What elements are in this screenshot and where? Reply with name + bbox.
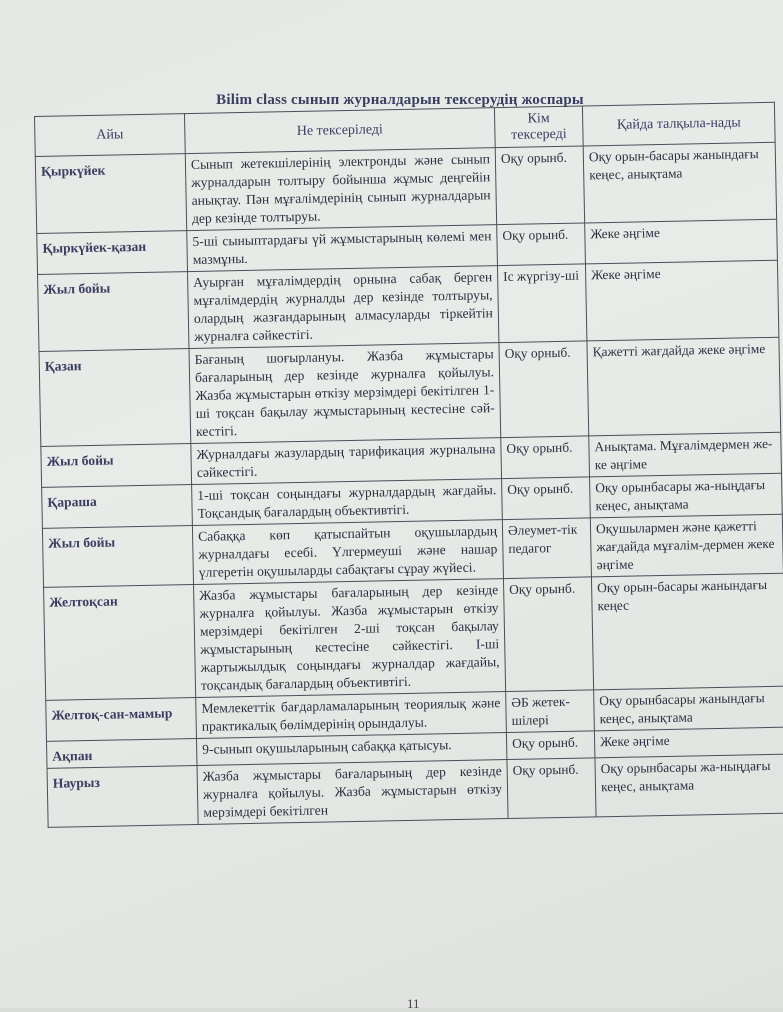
row-where: Анықтама. Мұғалімдермен же-ке әңгіме xyxy=(589,432,782,477)
row-who: Оқу орныб. xyxy=(499,341,589,438)
row-month: Желтоқсан xyxy=(44,585,196,701)
plan-table xyxy=(34,102,783,828)
row-month: Наурыз xyxy=(47,765,198,827)
row-what: Мемлекеттік бағдарламаларының теориялық және практикалық бөлімдерінің орындалуы. xyxy=(196,692,507,739)
row-where: Жеке әңгіме xyxy=(585,219,778,264)
row-who: ӘБ жетек-шілері xyxy=(506,690,595,733)
row-who: Оқу орынб. xyxy=(507,758,596,819)
row-month: Жыл бойы xyxy=(38,272,189,352)
table-row xyxy=(44,573,783,700)
header-what: Не тексеріледі xyxy=(184,108,495,154)
row-where: Оқу орынбасары жа-ныңдағы кеңес, анықтама xyxy=(590,473,783,518)
table-row xyxy=(38,260,779,351)
row-what: Ауырған мұғалімдердің орнына сабақ берген мұғалімдердің журналды дер кезінде толтыруы, олардың жазғандарының алмасуларды тіркейтін журналға сәйкестігі. xyxy=(188,266,499,349)
row-where: Жеке әңгіме xyxy=(585,260,778,341)
plan-table-wrapper xyxy=(34,102,783,828)
row-month: Ақпан xyxy=(47,738,197,768)
row-where: Оқу орынбасары жанындағы кеңес, анықтама xyxy=(594,686,783,731)
row-what: Сынып жетекшілерінің электронды және сынып журналдарын толтыру бойынша жұмыс деңгейін анықтау. Пән мұғалімдерінің сынып журналдарын дер кезінде толтыруы. xyxy=(185,148,496,231)
row-what: 1-ші тоқсан соңындағы журналдардың жағдайы. Тоқсандық бағалардың объективтігі. xyxy=(192,479,503,526)
row-month: Жыл бойы xyxy=(42,526,193,588)
page-title: Bilim class сынып журналдарын тексерудің жоспары xyxy=(216,92,584,108)
row-month: Қыркүйек xyxy=(35,154,186,234)
row-where: Жеке әңгіме xyxy=(594,727,783,758)
header-where: Қайда талқыла-нады xyxy=(582,102,775,146)
row-where: Оқушылармен және қажетті жағдайда мұғалім-дермен жеке әңгіме xyxy=(590,514,783,577)
row-month: Қараша xyxy=(42,485,193,529)
row-month: Желтоқ-сан-мамыр xyxy=(46,698,197,742)
row-who: Оқу орынб. xyxy=(502,477,591,520)
row-who: Оқу орынб. xyxy=(501,436,590,479)
row-who: Оқу орынб. xyxy=(497,223,586,266)
row-what: Жазба жұмыстары бағаларының дер кезінде журналға қойылуы. Жазба жұмыстарын өткізу мерзімдері бекітілген 2-ші тоқсан бақылау жұмыстарының кестесіне сәйкестігі. І-ші жартыжылдық соңындағы журналдар жағдайы, тоқсандық бағалардың объективтігі. xyxy=(194,579,506,698)
row-what: Бағаның шоғырлануы. Жазба жұмыстары бағаларының дер кезінде журналға қойылуы. Жазба жұмыстарын өткізу мерзімдері бекітілген 1-ші тоқсан бақылау жұмыстарының кестесіне сәй-кестігі. xyxy=(189,343,501,444)
row-what: Жазба жұмыстары бағаларының дер кезінде журналға қойылуы. Жазба жұмыстарын өткізу мерзімдері бекітілген xyxy=(197,760,508,825)
header-month: Айы xyxy=(35,114,186,157)
row-what: 9-сынып оқушыларының сабаққа қатысуы. xyxy=(196,733,506,766)
row-month: Қыркүйек-қазан xyxy=(37,231,188,275)
row-what: 5-ші сыныптардағы үй жұмыстарының көлемі мен мазмұны. xyxy=(187,225,498,272)
row-what: Журналдағы жазулардың тарификация журналына сәйкестігі. xyxy=(191,438,502,485)
row-who: Оқу орынб. xyxy=(495,146,584,225)
row-where: Оқу орын-басары жанындағы кеңес, анықтама xyxy=(583,142,776,223)
header-who: Кім тексереді xyxy=(494,106,583,148)
row-who: Іс жүргізу-ші xyxy=(497,264,586,343)
row-who: Оқу орынб. xyxy=(506,731,595,760)
row-month: Жыл бойы xyxy=(41,444,192,488)
row-where: Қажетті жағдайда жеке әңгіме xyxy=(587,337,781,436)
row-what: Сабаққа көп қатыспайтын оқушылардың журналдағы есебі. Үлгермеуші және нашар үлгеретін оқушыларды сабақтағы сұрау жүйесі. xyxy=(192,520,503,585)
row-who: Әлеумет-тік педагог xyxy=(502,518,591,579)
row-who: Оқу орынб. xyxy=(503,577,593,692)
row-where: Оқу орынбасары жа-ныңдағы кеңес, анықтама xyxy=(595,754,783,817)
page-number: 11 xyxy=(407,996,420,1011)
row-where: Оқу орын-басары жанындағы кеңес xyxy=(591,573,783,690)
table-row xyxy=(39,337,781,446)
row-month: Қазан xyxy=(39,349,191,447)
table-row xyxy=(35,142,776,233)
